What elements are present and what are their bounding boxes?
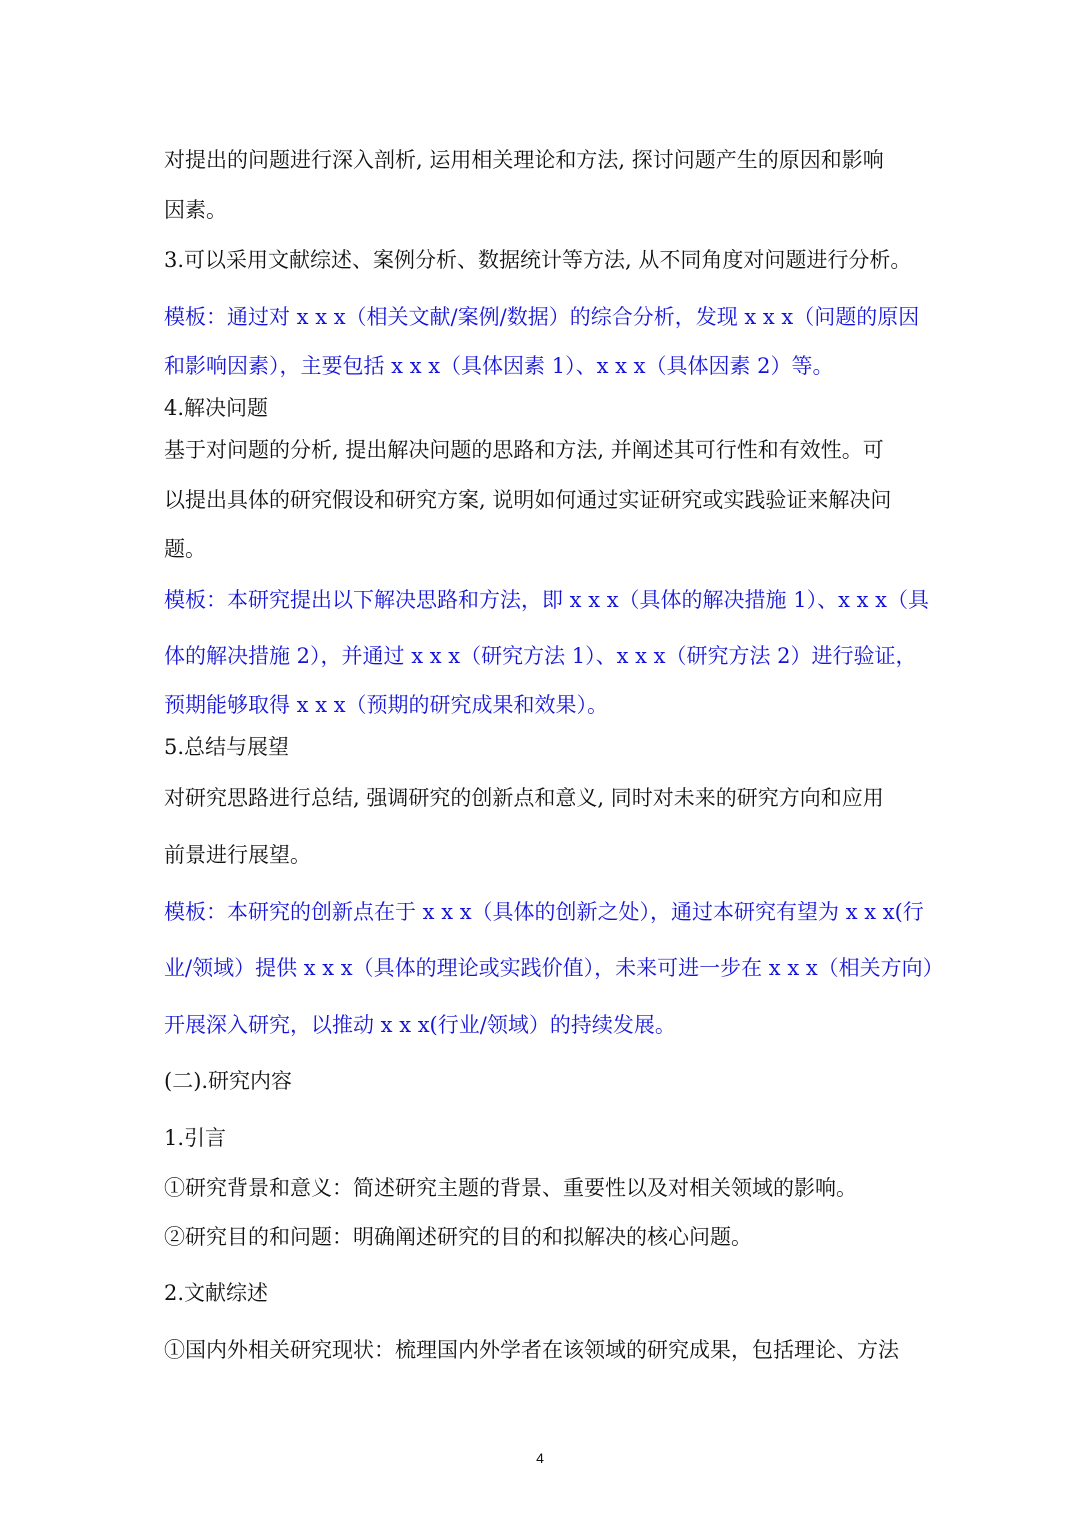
body-paragraph-line: 以提出具体的研究假设和研究方案, 说明如何通过实证研究或实践验证来解决问 (164, 488, 892, 512)
body-paragraph-line: ①研究背景和意义：简述研究主题的背景、重要性以及对相关领域的影响。 (164, 1176, 857, 1200)
page-number: 4 (536, 1450, 544, 1466)
template-paragraph-line: 体的解决措施 2），并通过 x x x（研究方法 1）、x x x（研究方法 2）进行验证， (164, 644, 917, 668)
template-paragraph-line: 和影响因素），主要包括 x x x（具体因素 1）、x x x（具体因素 2）等。 (164, 354, 834, 378)
body-paragraph-line: 因素。 (164, 198, 227, 222)
body-paragraph-line: 对提出的问题进行深入剖析, 运用相关理论和方法, 探讨问题产生的原因和影响 (164, 148, 884, 172)
section-heading: 1.引言 (164, 1126, 227, 1150)
section-heading: (二).研究内容 (164, 1069, 293, 1093)
body-paragraph-line: ②研究目的和问题：明确阐述研究的目的和拟解决的核心问题。 (164, 1225, 752, 1249)
body-paragraph-line: 题。 (164, 537, 206, 561)
body-paragraph-line: 前景进行展望。 (164, 843, 311, 867)
body-paragraph-line: 基于对问题的分析, 提出解决问题的思路和方法, 并阐述其可行性和有效性。可 (164, 438, 884, 462)
template-paragraph-line: 模板：本研究的创新点在于 x x x（具体的创新之处），通过本研究有望为 x x x(行 (164, 900, 924, 924)
section-heading: 2.文献综述 (164, 1281, 269, 1305)
body-paragraph-line: ①国内外相关研究现状：梳理国内外学者在该领域的研究成果，包括理论、方法 (164, 1338, 899, 1362)
template-paragraph-line: 业/领域）提供 x x x（具体的理论或实践价值），未来可进一步在 x x x（相关方向） (164, 956, 944, 980)
template-paragraph-line: 模板：通过对 x x x（相关文献/案例/数据）的综合分析，发现 x x x（问题的原因 (164, 305, 920, 329)
template-paragraph-line: 开展深入研究，以推动 x x x(行业/领域）的持续发展。 (164, 1013, 676, 1037)
body-paragraph-line: 3.可以采用文献综述、案例分析、数据统计等方法, 从不同角度对问题进行分析。 (164, 248, 912, 272)
section-heading: 5.总结与展望 (164, 735, 290, 759)
template-paragraph-line: 模板：本研究提出以下解决思路和方法，即 x x x（具体的解决措施 1）、x x x（具 (164, 588, 929, 612)
body-paragraph-line: 对研究思路进行总结, 强调研究的创新点和意义, 同时对未来的研究方向和应用 (164, 786, 884, 810)
template-paragraph-line: 预期能够取得 x x x（预期的研究成果和效果）。 (164, 693, 609, 717)
section-heading: 4.解决问题 (164, 396, 269, 420)
